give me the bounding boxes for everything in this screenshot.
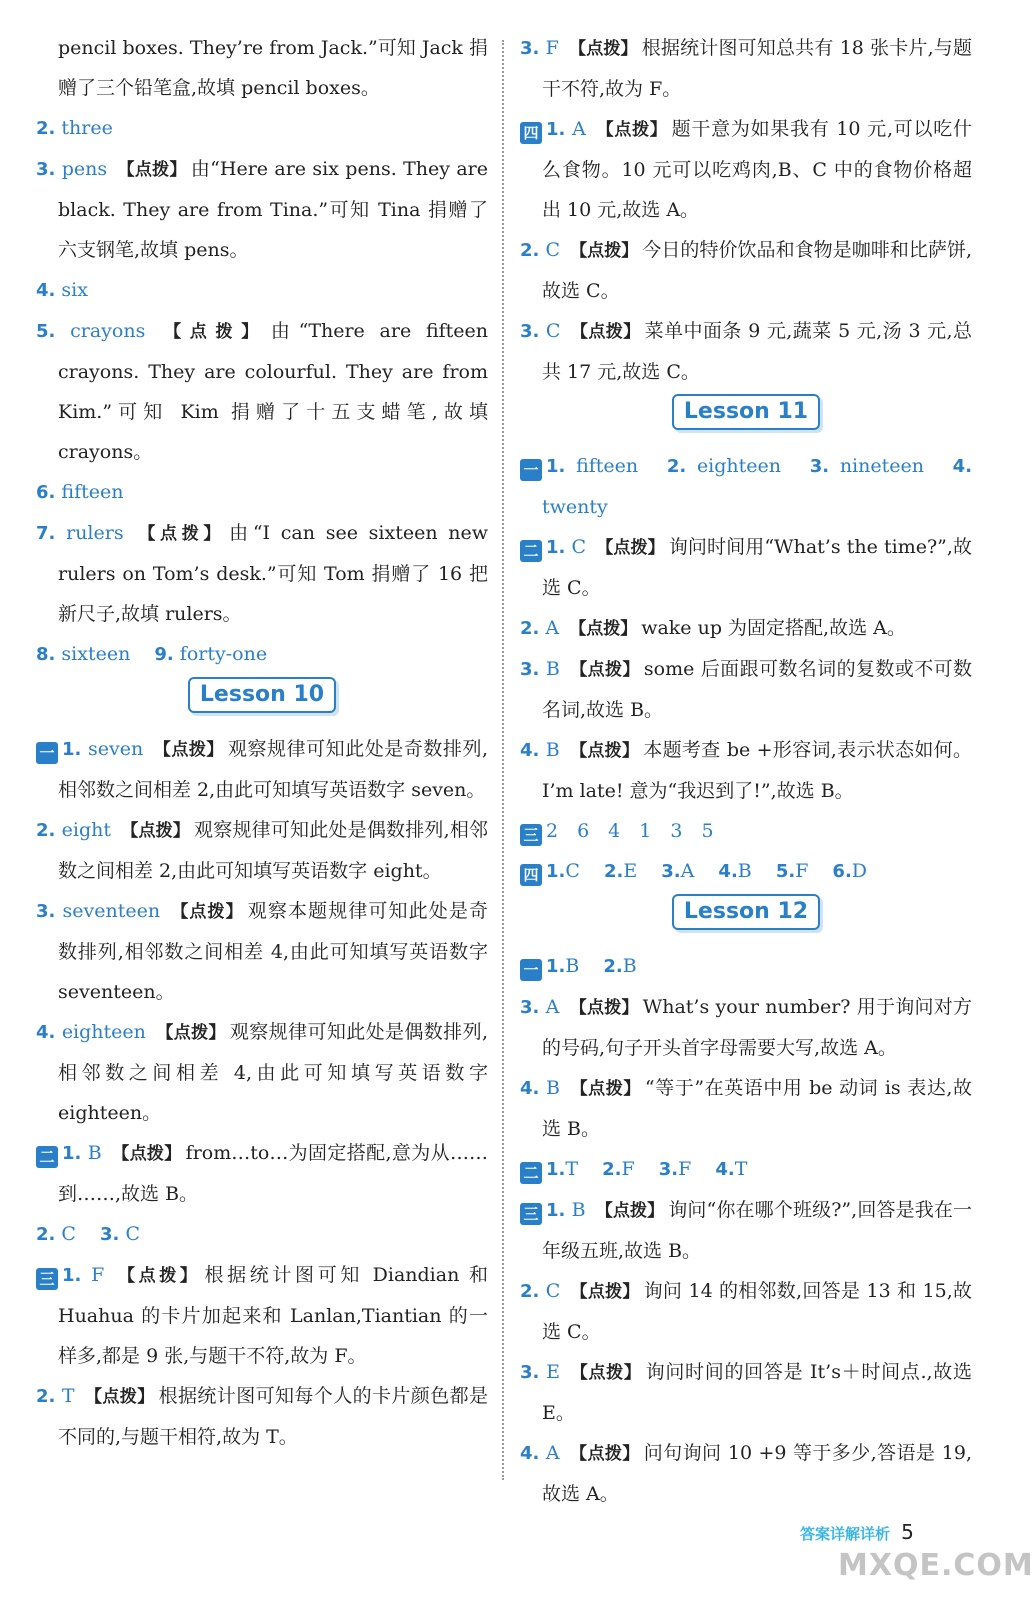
left-continued-text: pencil boxes. They’re from Jack.”可知 Jack 捐赠了三个铅笔盒,故填 pencil boxes。 xyxy=(58,37,488,99)
answer-item: 3. E 【点拨】 询问时间的回答是 It’s＋时间点.,故选 E。 xyxy=(520,1361,973,1424)
answer-item: 2. A 【点拨】 wake up 为固定搭配,故选 A。 xyxy=(520,617,906,639)
answer-item: 2. C 3. C xyxy=(36,1223,140,1245)
answer-item: 三 1. F 【点拨】 根据统计图可知 Diandian 和 Huahua 的卡片加起来和 Lanlan,Tiantian 的一样多,都是 9 张,与题干不符,故为 F。 xyxy=(36,1255,488,1376)
answer-item: 8. sixteen 9. forty-one xyxy=(36,643,268,665)
answer-item: 3. F 【点拨】 根据统计图可知总共有 18 张卡片,与题干不符,故为 F。 xyxy=(520,37,973,100)
lesson-11-title: Lesson 11 xyxy=(672,394,820,430)
answer-item: 二 1. C 【点拨】 询问时间用“What’s the time?”,故选 C。 xyxy=(520,527,972,608)
lesson-heading xyxy=(520,394,972,442)
footer-label: 答案详解详析 xyxy=(800,1525,891,1543)
answer-item: 一 1.B 2.B xyxy=(520,946,972,987)
lesson-heading xyxy=(36,677,488,725)
answer-item: 二 1. B 【点拨】 from…to…为固定搭配,意为从……到……,故选 B。 xyxy=(36,1133,488,1214)
right-column xyxy=(520,28,972,1514)
answer-item: 5. crayons 【点拨】 由“There are fifteen crayons. They are colourful. They are from Kim.”可知 Kim 捐赠了十五支蜡笔,故填 crayons。 xyxy=(36,320,489,463)
answer-item: 4. eighteen 【点拨】 观察规律可知此处是偶数排列,相邻数之间相差 4,由此可知填写英语数字 eighteen。 xyxy=(36,1021,489,1124)
section-badge-one: 一 xyxy=(36,742,58,764)
section-badge-two: 二 xyxy=(36,1146,58,1168)
answer-item: 7. rulers 【点拨】 由“I can see sixteen new rulers on Tom’s desk.”可知 Tom 捐赠了 16 把新尺子,故填 rulers。 xyxy=(36,522,489,625)
answer-item: 四 1.C 2.E 3.A 4.B 5.F 6.D xyxy=(520,851,972,892)
answer-item: 3. pens 【点拨】 由“Here are six pens. They are black. They are from Tina.”可知 Tina 捐赠了六支钢笔,故填 pens。 xyxy=(36,158,489,261)
answer-item: 2. three xyxy=(36,117,113,139)
section-badge-one: 一 xyxy=(520,959,542,981)
section-badge-three: 三 xyxy=(520,824,542,846)
answer-item: 四 1. A 【点拨】 题干意为如果我有 10 元,可以吃什么食物。10 元可以吃鸡肉,B、C 中的食物价格超出 10 元,故选 A。 xyxy=(520,109,972,230)
answer-item: 3. B 【点拨】 some 后面跟可数名词的复数或不可数名词,故选 B。 xyxy=(520,658,973,721)
answer-item: 2. T 【点拨】 根据统计图可知每个人的卡片颜色都是不同的,与题干相符,故为 T。 xyxy=(36,1385,489,1448)
answer-item: 4. B 【点拨】 “等于”在英语中用 be 动词 is 表达,故选 B。 xyxy=(520,1077,973,1140)
answer-item: 一 1. seven 【点拨】 观察规律可知此处是奇数排列,相邻数之间相差 2,由此可知填写英语数字 seven。 xyxy=(36,729,488,810)
section-badge-two: 二 xyxy=(520,540,542,562)
page-number: 5 xyxy=(901,1520,914,1544)
section-badge-four: 四 xyxy=(520,864,542,886)
lesson-heading xyxy=(520,894,972,942)
lesson-12-title: Lesson 12 xyxy=(672,894,820,930)
page-footer xyxy=(800,1520,1010,1550)
answer-item: 2. C 【点拨】 今日的特价饮品和食物是咖啡和比萨饼,故选 C。 xyxy=(520,239,973,302)
answer-item: 3. seventeen 【点拨】 观察本题规律可知此处是奇数排列,相邻数之间相差 4,由此可知填写英语数字 seventeen。 xyxy=(36,900,489,1003)
answer-item: 6. fifteen xyxy=(36,481,124,503)
section-badge-two: 二 xyxy=(520,1162,542,1184)
left-column xyxy=(36,28,488,1457)
answer-item: 4. A 【点拨】 问句询问 10 +9 等于多少,答语是 19,故选 A。 xyxy=(520,1442,973,1505)
column-divider xyxy=(502,40,504,1480)
answer-item: 一 1. fifteen 2. eighteen 3. nineteen 4. twenty xyxy=(520,446,972,527)
answer-item: 2. C 【点拨】 询问 14 的相邻数,回答是 13 和 15,故选 C。 xyxy=(520,1280,973,1343)
lesson-10-title: Lesson 10 xyxy=(188,677,336,713)
section-badge-one: 一 xyxy=(520,459,542,481)
watermark: MXQE.COM xyxy=(838,1548,1034,1583)
answer-item: 4. six xyxy=(36,279,88,301)
answer-item: 3. A 【点拨】 What’s your number? 用于询问对方的号码,句子开头首字母需要大写,故选 A。 xyxy=(520,996,972,1059)
answer-item: 3. C 【点拨】 菜单中面条 9 元,蔬菜 5 元,汤 3 元,总共 17 元,故选 C。 xyxy=(520,320,973,383)
answer-item: 二 1.T 2.F 3.F 4.T xyxy=(520,1149,972,1190)
section-badge-three: 三 xyxy=(520,1203,542,1225)
answer-item: 2. eight 【点拨】 观察规律可知此处是偶数排列,相邻数之间相差 2,由此可知填写英语数字 eight。 xyxy=(36,819,489,882)
answer-item: 4. B 【点拨】 本题考查 be +形容词,表示状态如何。I’m late! 意为“我迟到了!”,故选 B。 xyxy=(520,739,973,802)
answer-item: 三 1. B 【点拨】 询问“你在哪个班级?”,回答是我在一年级五班,故选 B。 xyxy=(520,1190,972,1271)
section-badge-three: 三 xyxy=(36,1268,58,1290)
section-badge-four: 四 xyxy=(520,122,542,144)
answer-item: 三 2 6 4 1 3 5 xyxy=(520,811,972,851)
